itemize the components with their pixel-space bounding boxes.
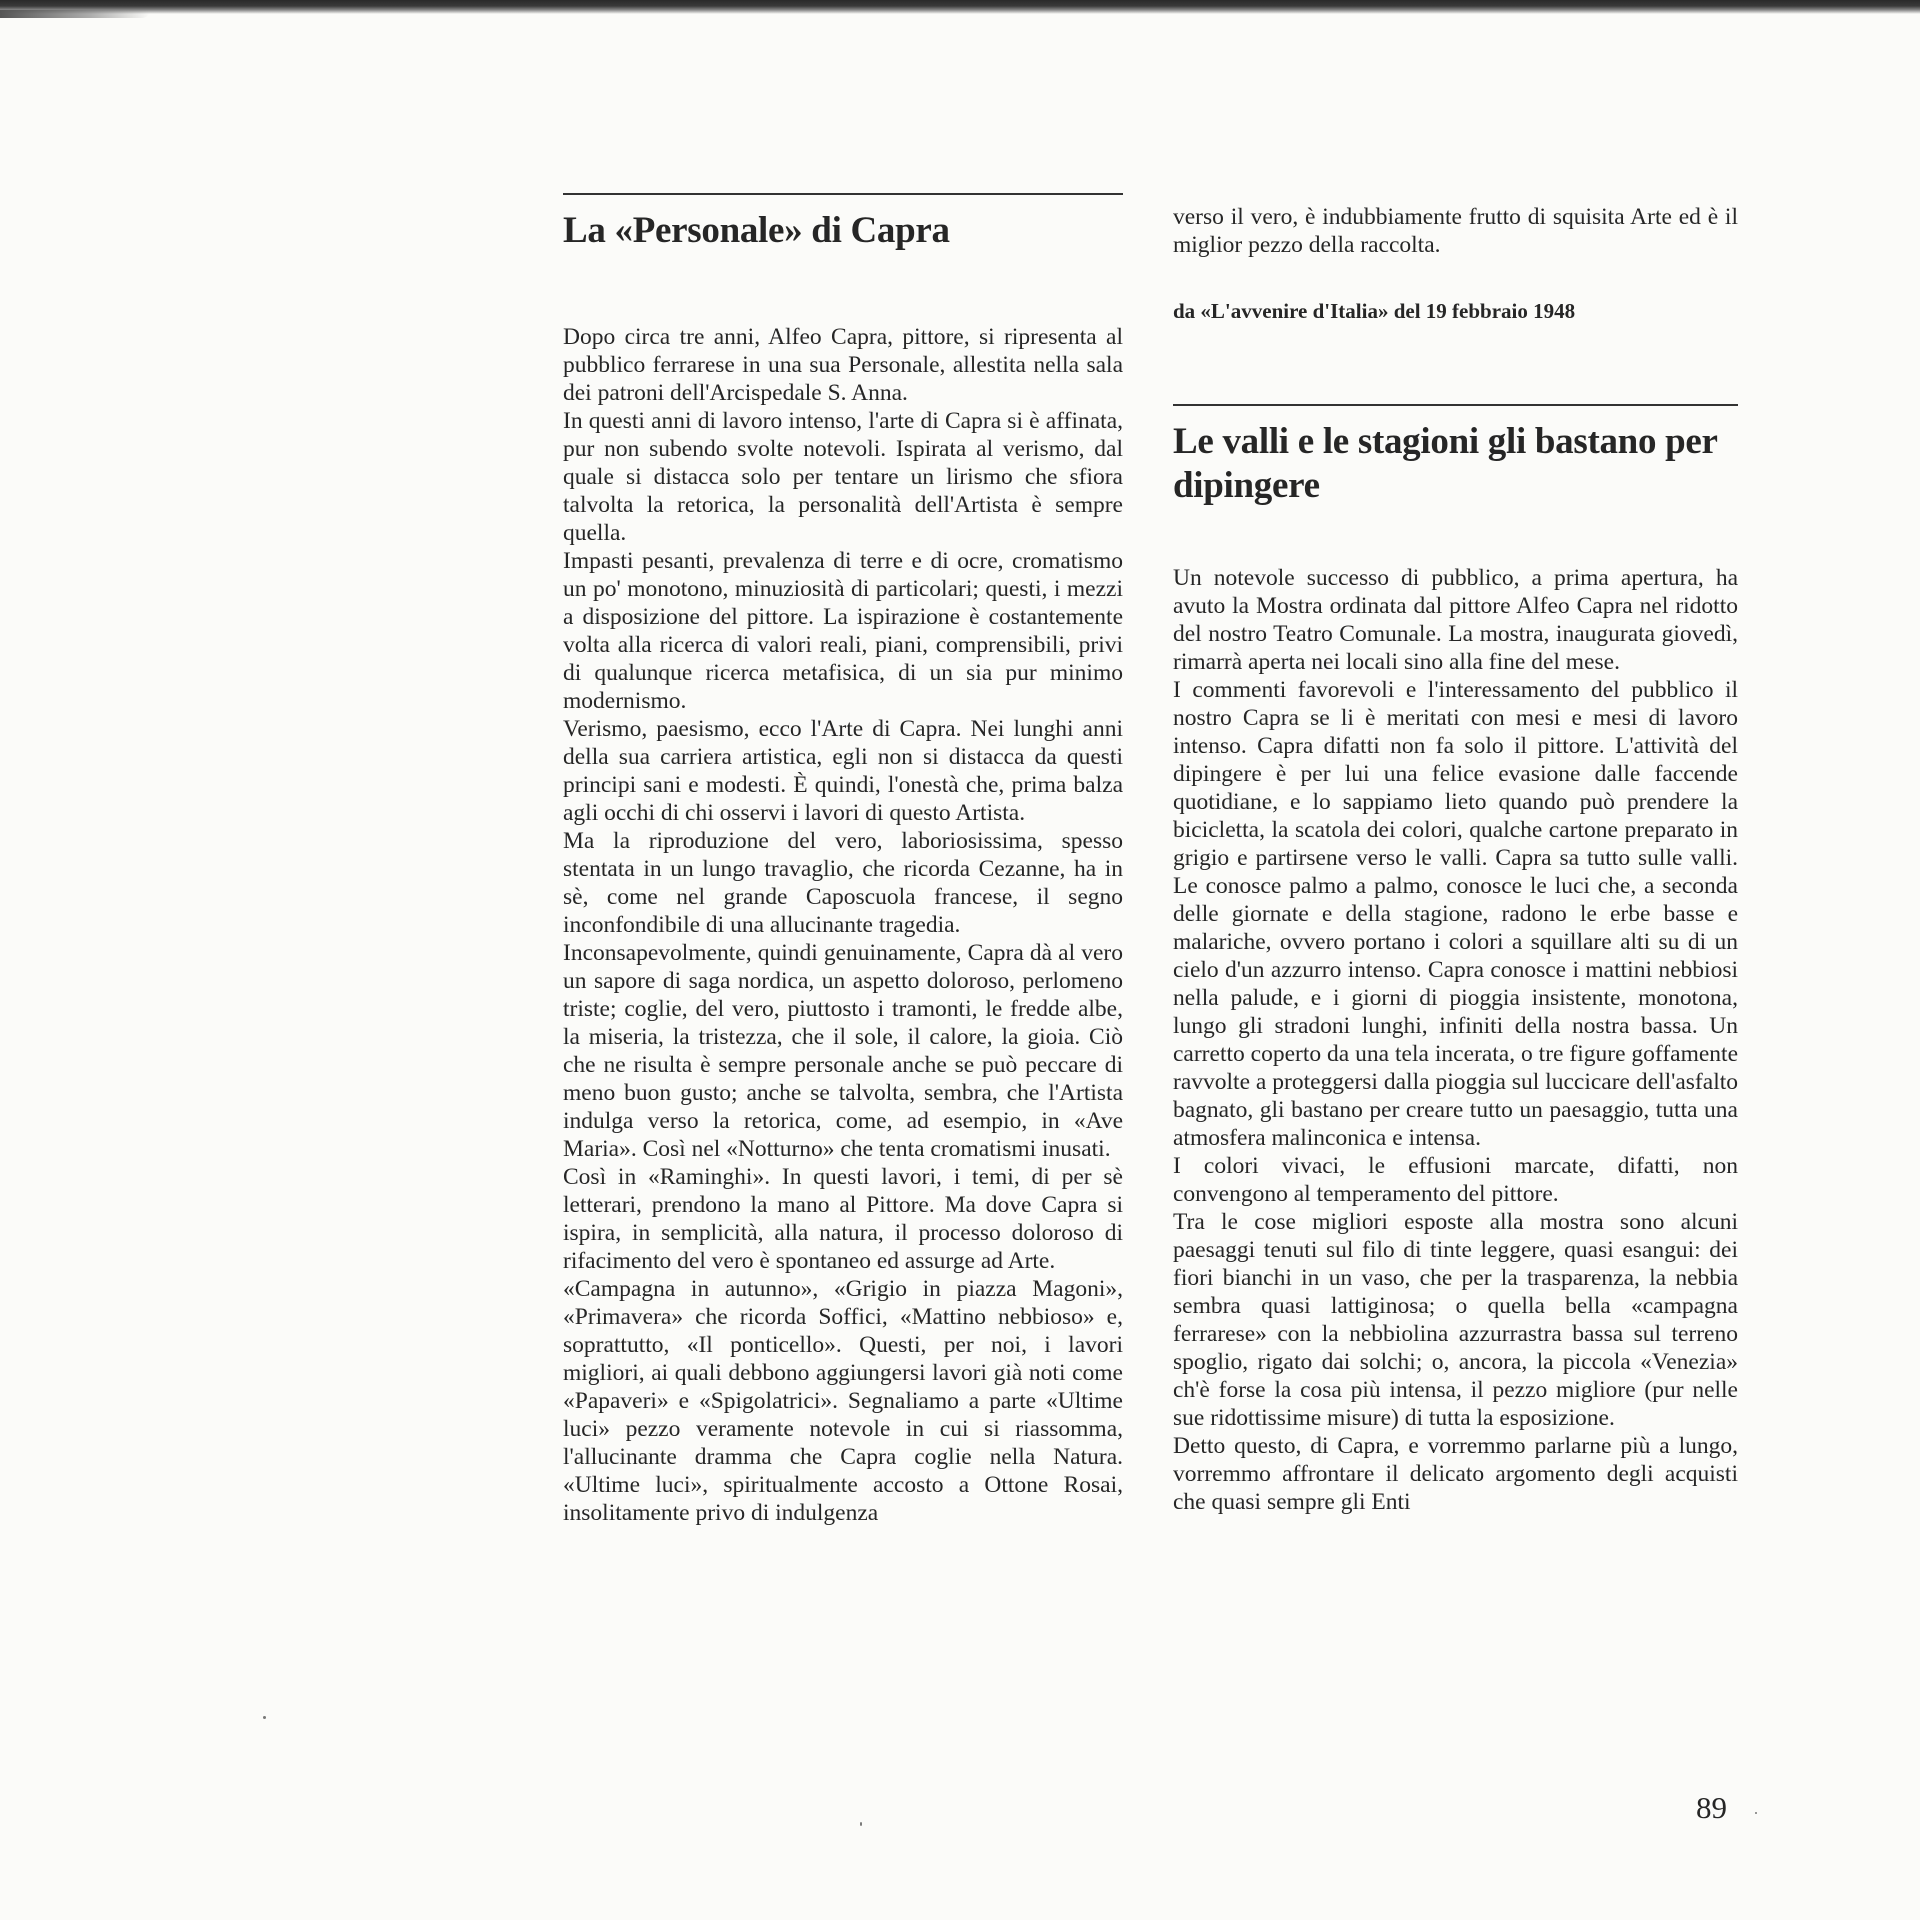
article2-paragraph: I commenti favorevoli e l'interessamento del pubblico il nostro Capra se li è meritati con mesi e mesi di lavoro intenso. Capra difatti non fa solo il pittore. L'attività del dipingere è per lui una felice evasione dalle faccende quotidiane, e lo sappiamo lieto quando può prendere la bicicletta, la scatola dei colori, qualche cartone preparato in grigio e partirsene verso le valli. Capra sa tutto sulle valli. Le conosce palmo a palmo, conosce le luci che, a seconda delle giornate e della stagione, radono le erbe basse e malariche, ovvero portano i colori a squillare alti su di un cielo d'un azzurro intenso. Capra conosce i mattini nebbiosi nella palude, e i giorni di pioggia insistente, monotona, lungo gli stradoni lunghi, infiniti della nostra bassa. Un carretto coperto da una tela incerata, o tre figure goffamente ravvolte a proteggersi dalla pioggia sul luccicare dell'asfalto bagnato, gli bastano per creare tutto un paesaggio, tutta una atmosfera malinconica e intensa. (1173, 677, 1738, 1151)
article2-top-rule (1173, 404, 1738, 406)
left-column (563, 193, 1123, 1527)
article2-paragraph: Un notevole successo di pubblico, a prima apertura, ha avuto la Mostra ordinata dal pittore Alfeo Capra nel ridotto del nostro Teatro Comunale. La mostra, inaugurata giovedì, rimarrà aperta nei locali sino alla fine del mese. (1173, 565, 1738, 675)
paper-speck (263, 1716, 266, 1719)
article2-paragraph: Detto questo, di Capra, e vorremmo parlarne più a lungo, vorremmo affrontare il delicato argomento degli acquisti che quasi sempre gli Enti (1173, 1433, 1738, 1515)
article1-body (563, 323, 1123, 1527)
article1-paragraph: Impasti pesanti, prevalenza di terre e di ocre, cromatismo un po' monotono, minuziosità di particolari; questi, i mezzi a disposizione del pittore. La ispirazione è costantemente volta alla ricerca di valori reali, piani, comprensibili, privi di qualunque ricerca metafisica, di un sia pur minimo modernismo. (563, 548, 1123, 714)
page-top-edge-shadow (0, 0, 1920, 14)
article1-continuation (1173, 203, 1738, 259)
article1-paragraph: Inconsapevolmente, quindi genuinamente, Capra dà al vero un sapore di saga nordica, un aspetto doloroso, perlomeno triste; coglie, del vero, piuttosto i tramonti, le fredde albe, la miseria, la tristezza, che il sole, il calore, la gioia. Ciò che ne risulta è sempre personale anche se può peccare di meno buon gusto; anche se talvolta, sembra, che l'Artista indulga verso la retorica, come, ad esempio, in «Ave Maria». Così nel «Notturno» che tenta cromatismi inusati. (563, 940, 1123, 1162)
paper-speck (1755, 1812, 1757, 1814)
right-column (1173, 203, 1738, 1516)
article1-paragraph: Verismo, paesismo, ecco l'Arte di Capra. Nei lunghi anni della sua carriera artistica, egli non si distacca da questi principi sani e modesti. È quindi, l'onestà che, prima balza agli occhi di chi osservi i lavori di questo Artista. (563, 716, 1123, 826)
article1-paragraph: Così in «Raminghi». In questi lavori, i temi, di per sè letterari, prendono la mano al Pittore. Ma dove Capra si ispira, in semplicità, alla natura, il processo doloroso di rifacimento del vero è spontaneo ed assurge ad Arte. (563, 1164, 1123, 1274)
article1-paragraph: Ma la riproduzione del vero, laboriosissima, spesso stentata in un lungo travaglio, che ricorda Cezanne, ha in sè, come nel grande Caposcuola francese, il segno inconfondibile di una allucinante tragedia. (563, 828, 1123, 938)
page-number: 89 (1696, 1790, 1727, 1825)
article1-headline: La «Personale» di Capra (563, 210, 950, 251)
article1-continuation-text: verso il vero, è indubbiamente frutto di squisita Arte ed è il miglior pezzo della raccolta. (1173, 204, 1738, 258)
paper-speck (860, 1822, 862, 1826)
article1-paragraph: «Campagna in autunno», «Grigio in piazza Magoni», «Primavera» che ricorda Soffici, «Mattino nebbioso» e, soprattutto, «Il ponticello». Questi, per noi, i lavori migliori, ai quali debbono aggiungersi lavori già noti come «Papaveri» e «Spigolatrici». Segnaliamo a parte «Ultime luci» pezzo veramente notevole in cui si riassomma, l'allucinante dramma che Capra coglie nella Natura. «Ultime luci», spiritualmente accosto a Ottone Rosai, insolitamente privo di indulgenza (563, 1276, 1123, 1526)
article1-paragraph: Dopo circa tre anni, Alfeo Capra, pittore, si ripresenta al pubblico ferrarese in una sua Personale, allestita nella sala dei patroni dell'Arcispedale S. Anna. (563, 324, 1123, 406)
article2-paragraph: I colori vivaci, le effusioni marcate, difatti, non convengono al temperamento del pittore. (1173, 1153, 1738, 1207)
article2-headline: Le valli e le stagioni gli bastano per dipingere (1173, 421, 1717, 506)
article1-source-credit: da «L'avvenire d'Italia» del 19 febbraio 1948 (1173, 299, 1576, 323)
article2-paragraph: Tra le cose migliori esposte alla mostra sono alcuni paesaggi tenuti sul filo di tinte leggere, quasi esangui: dei fiori bianchi in un vaso, che per la trasparenza, la nebbia sembra quasi lattiginosa; o quella bella «campagna ferrarese» con la nebbiolina azzurrastra bassa sul terreno spoglio, rigato dai solchi; o, ancora, la piccola «Venezia» ch'è forse la cosa più intensa, il pezzo migliore (pur nelle sue ridottissime misure) di tutta la esposizione. (1173, 1209, 1738, 1431)
article1-top-rule (563, 193, 1123, 195)
article2-body (1173, 564, 1738, 1516)
page-corner-curl (0, 10, 150, 18)
article1-paragraph: In questi anni di lavoro intenso, l'arte di Capra si è affinata, pur non subendo svolte notevoli. Ispirata al verismo, dal quale si distacca solo per tentare un lirismo che sfiora talvolta la retorica, la personalità dell'Artista è sempre quella. (563, 408, 1123, 546)
